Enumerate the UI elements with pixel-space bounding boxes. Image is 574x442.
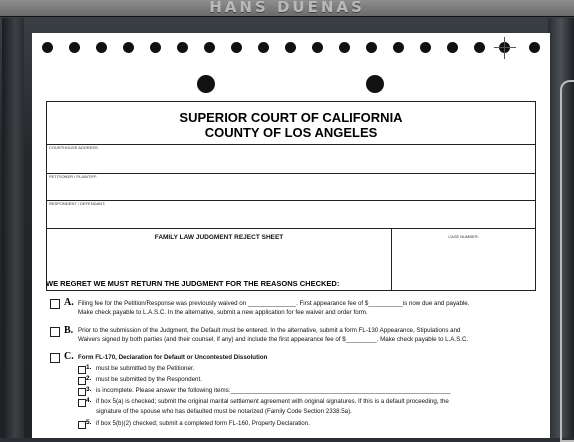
right-handle	[560, 80, 574, 442]
item-c-letter: C.	[64, 351, 74, 362]
item-b-letter: B.	[64, 325, 74, 336]
left-frame	[2, 18, 24, 438]
crosshair-icon	[494, 47, 516, 48]
binder-hole	[69, 42, 80, 53]
binder-hole	[150, 42, 161, 53]
binder-hole	[258, 42, 269, 53]
binder-hole	[447, 42, 458, 53]
document-page	[32, 33, 550, 438]
item-a-line1: Filing fee for the Petition/Response was previously waived on ______________. First appearance fee of $__________is now due and payable.	[78, 300, 470, 307]
divider	[47, 144, 535, 145]
binder-hole	[420, 42, 431, 53]
item-c5-checkbox[interactable]	[78, 421, 86, 429]
item-a-letter: A.	[64, 297, 74, 308]
item-a-checkbox[interactable]	[50, 299, 60, 309]
court-title: SUPERIOR COURT OF CALIFORNIA	[179, 110, 403, 125]
binder-hole	[42, 42, 53, 53]
item-c2-text: must be submitted by the Respondent.	[96, 376, 202, 383]
divider	[47, 200, 535, 201]
county-title: COUNTY OF LOS ANGELES	[204, 125, 378, 140]
respondent-label: RESPONDENT / DEFENDANT:	[49, 201, 106, 206]
binder-hole	[204, 42, 215, 53]
item-c4-text: if box 5(a) is checked; submit the original marital settlement agreement with original signatures. If this is a default proceeding, the	[96, 398, 449, 405]
punch-hole	[197, 75, 215, 93]
item-c4-checkbox[interactable]	[78, 399, 86, 407]
item-c4-number: 4.	[86, 397, 92, 404]
item-c3-text: is incomplete. Please answer the following items:________________________________________________________________	[96, 387, 451, 394]
crosshair-icon	[504, 37, 505, 59]
regret-heading: WE REGRET WE MUST RETURN THE JUDGMENT FOR THE REASONS CHECKED:	[46, 279, 340, 288]
binder-hole	[393, 42, 404, 53]
item-c-checkbox[interactable]	[50, 353, 60, 363]
item-c2-checkbox[interactable]	[78, 377, 86, 385]
item-b-checkbox[interactable]	[50, 327, 60, 337]
binder-hole	[474, 42, 485, 53]
item-c3-number: 3.	[86, 386, 92, 393]
item-c1-checkbox[interactable]	[78, 366, 86, 374]
binder-hole	[231, 42, 242, 53]
petitioner-label: PETITIONER / PLAINTIFF:	[49, 174, 98, 179]
reject-sheet-title: FAMILY LAW JUDGMENT REJECT SHEET	[154, 234, 284, 241]
item-c5-number: 5.	[86, 419, 92, 426]
item-c3-checkbox[interactable]	[78, 388, 86, 396]
item-c4-text2: signature of the spouse who has defaulted must be notarized (Family Code Section 2338.5a).	[96, 408, 352, 415]
item-c1-number: 1.	[86, 364, 92, 371]
item-c1-text: must be submitted by the Petitioner.	[96, 365, 195, 372]
binder-hole	[177, 42, 188, 53]
top-banner	[0, 0, 574, 17]
form-header-box	[46, 101, 536, 291]
binder-hole	[312, 42, 323, 53]
item-c2-number: 2.	[86, 375, 92, 382]
banner-name: HANS DUENAS	[209, 0, 365, 16]
punch-hole	[366, 75, 384, 93]
item-c-line1: Form FL-170, Declaration for Default or Uncontested Dissolution	[78, 354, 268, 361]
binder-hole	[96, 42, 107, 53]
divider	[47, 228, 535, 229]
binder-hole	[123, 42, 134, 53]
item-c5-text: if box 5(b)(2) checked; submit a completed form FL-160, Property Declaration.	[96, 420, 310, 427]
item-b-line2: Waivers signed by both parties (and their counsel, if any) and include the first appearance fee of $_________. Make check payable to L.A.S.C.	[78, 336, 469, 343]
item-a-line2: Make check payable to L.A.S.C. In the alternative, submit a new application for fee waiver and order form.	[78, 309, 368, 316]
binder-hole	[285, 42, 296, 53]
item-b-line1: Prior to the submission of the Judgment, the Default must be entered. In the alternative, submit a form FL-130 Appearance, Stipulations and	[78, 327, 461, 334]
divider	[47, 173, 535, 174]
case-number-label: CASE NUMBER:	[448, 234, 479, 239]
binder-hole	[529, 42, 540, 53]
binder-hole	[339, 42, 350, 53]
courthouse-address-label: COURTHOUSE ADDRESS:	[49, 145, 99, 150]
binder-hole	[366, 42, 377, 53]
